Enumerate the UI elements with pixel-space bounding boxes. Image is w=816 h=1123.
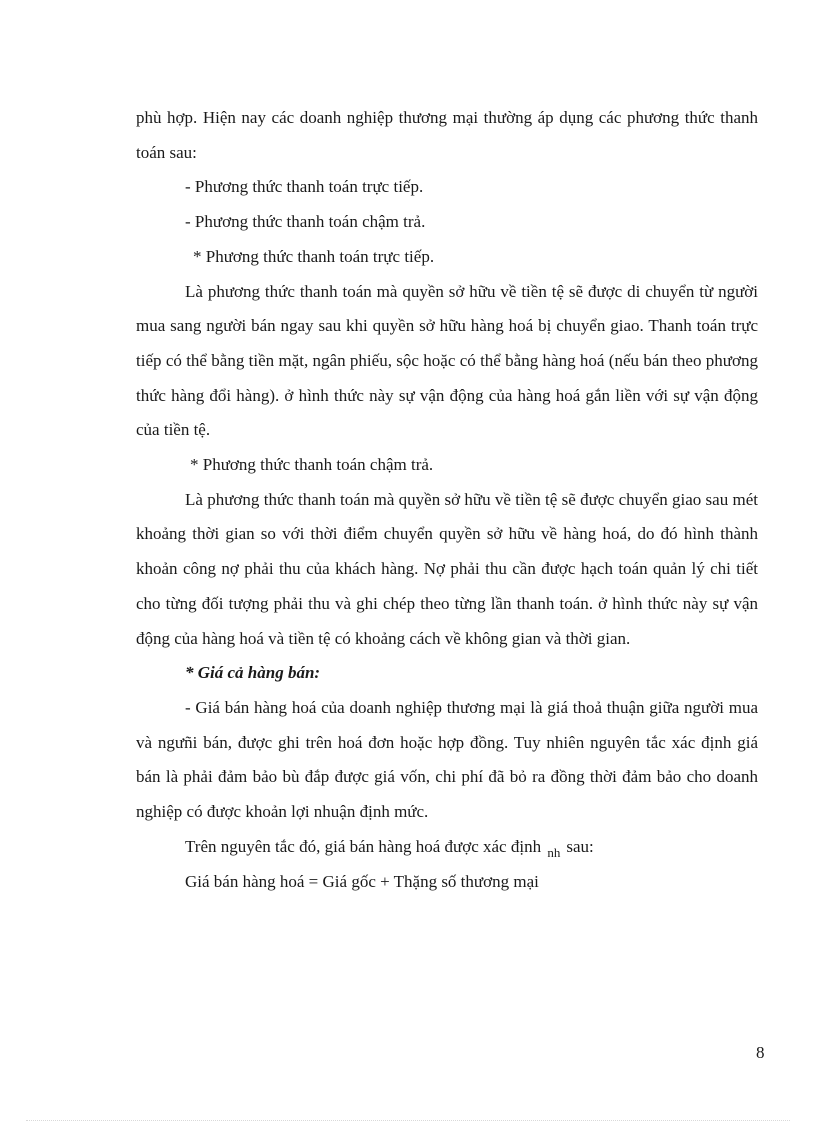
heading-direct-payment: * Phương thức thanh toán trực tiếp.: [193, 246, 435, 266]
paragraph-selling-price: - Giá bán hàng hoá của doanh nghiệp thương mại là giá thoả thuận giữa người mua và ngưñi bán, được ghi trên hoá đơn hoặc hợp đồng. Tuy nhiên nguyên tắc xác định giá bán là phải đảm bảo bù đắp được giá vốn, chi phí đã bỏ ra đồng thời đảm bảo cho doanh nghiệp có được khoản lợi nhuận định mức.: [136, 697, 758, 822]
paragraph-payment-intro: phù hợp. Hiện nay các doanh nghiệp thương mại thường áp dụng các phương thức thanh toán sau:: [136, 108, 758, 162]
price-formula: Giá bán hàng hoá = Giá gốc + Thặng số thương mại: [185, 872, 539, 892]
list-item-deferred-payment: - Phương thức thanh toán chậm trả.: [185, 212, 426, 232]
paragraph-deferred-payment: Là phương thức thanh toán mà quyền sở hữu về tiền tệ sẽ được chuyển giao sau mét khoảng thời gian so với thời điểm chuyển quyền sở hữu về hàng hoá, do đó hình thành khoản công nợ phải thu của khách hàng. Nợ phải thu cần được hạch toán quản lý chi tiết cho từng đối tượng phải thu và ghi chép theo từng lần thanh toán. ở hình thức này sự vận động của hàng hoá và tiền tệ có khoảng cách về không gian và thời gian.: [136, 489, 758, 648]
page-number: 8: [756, 1043, 765, 1062]
list-item-direct-payment: - Phương thức thanh toán trực tiếp.: [185, 177, 424, 197]
paragraph-price-rule: [136, 830, 758, 866]
paragraph-direct-payment: Là phương thức thanh toán mà quyền sở hữu về tiền tệ sẽ được di chuyển từ người mua sang người bán ngay sau khi quyền sở hữu hàng hoá bị chuyển giao. Thanh toán trực tiếp có thể bằng tiền mặt, ngân phiếu, sộc hoặc có thể bằng hàng hoá (nếu bán theo phương thức hàng đổi hàng). ở hình thức này sự vận động của hàng hoá gắn liền với sự vận động của tiền tệ.: [136, 281, 758, 440]
price-rule-subscript: nh: [547, 844, 561, 860]
price-rule-text: Trên nguyên tắc đó, giá bán hàng hoá được xác định: [185, 836, 546, 856]
page-bottom-divider: [26, 1120, 790, 1121]
page-body: [136, 101, 758, 900]
heading-selling-price: * Giá cả hàng bán:: [185, 663, 321, 683]
heading-deferred-payment: * Phương thức thanh toán chậm trả.: [190, 455, 434, 475]
price-rule-text-end: sau:: [566, 836, 594, 856]
